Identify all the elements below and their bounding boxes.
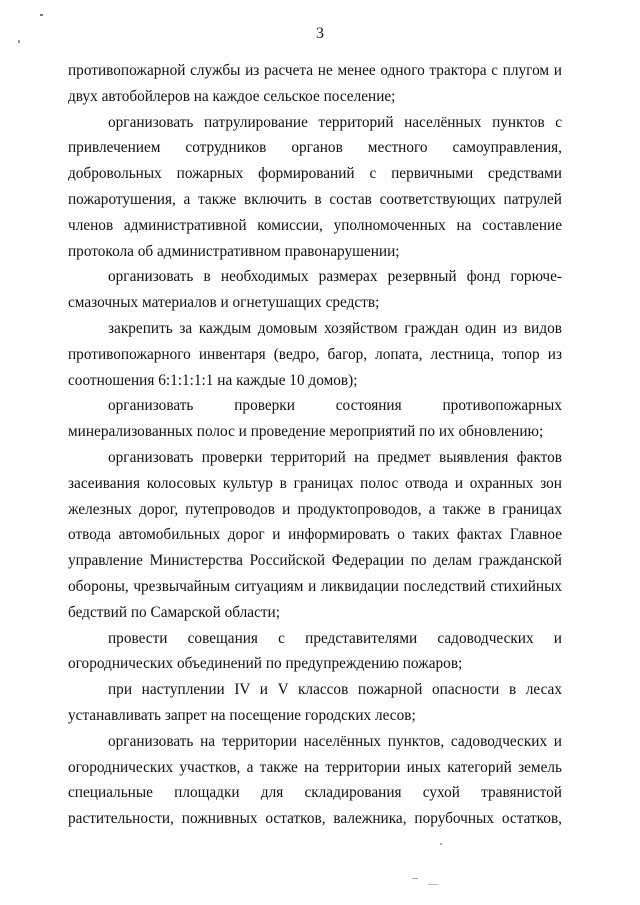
- paragraph-7: [68, 626, 562, 678]
- text-line: организовать проверки состояния противопожарных: [108, 397, 562, 415]
- text-line: двух автобойлеров на каждое сельское поселение;: [68, 87, 396, 105]
- paragraph-2: [68, 110, 562, 265]
- text-line: засеивания колосовых культур в границах полос отвода и охранных зон: [68, 474, 562, 492]
- paragraph-5: [68, 393, 562, 445]
- text-line: смазочных материалов и огнетушащих средств;: [68, 294, 380, 312]
- text-line: организовать на территории населённых пунктов, садоводческих и: [108, 732, 562, 750]
- scan-speck: [18, 40, 20, 43]
- text-line: управление Министерства Российской Федерации по делам гражданской: [68, 552, 562, 570]
- text-line: организовать патрулирование территорий населённых пунктов с: [108, 113, 562, 131]
- document-body: [68, 58, 562, 832]
- text-line: железных дорог, путепроводов и продуктопроводов, а также в границах: [68, 500, 562, 518]
- scan-speck: [428, 884, 438, 885]
- text-line: огороднических участков, а также на территории иных категорий земель: [68, 758, 562, 776]
- text-line: при наступлении IV и V классов пожарной опасности в лесах: [108, 681, 562, 699]
- scan-speck: [440, 843, 442, 845]
- text-line: специальные площадки для складирования сухой травянистой: [68, 784, 562, 802]
- text-line: растительности, пожнивных остатков, валежника, порубочных остатков,: [68, 810, 562, 828]
- paragraph-8: [68, 677, 562, 729]
- text-line: противопожарной службы из расчета не менее одного трактора с плугом и: [68, 62, 562, 79]
- scan-speck: [40, 14, 43, 16]
- text-line: провести совещания с представителями садоводческих и: [108, 629, 562, 647]
- text-line: огороднических объединений по предупреждению пожаров;: [68, 655, 463, 673]
- paragraph-6: [68, 445, 562, 626]
- page-number: 3: [316, 25, 324, 42]
- text-line: отвода автомобильных дорог и информировать о таких фактах Главное: [68, 526, 562, 544]
- text-line: противопожарного инвентаря (ведро, багор, лопата, лестница, топор из: [68, 345, 562, 363]
- scan-speck: [412, 878, 418, 879]
- text-line: закрепить за каждым домовым хозяйством граждан один из видов: [108, 319, 562, 337]
- text-line: добровольных пожарных формирований с первичными средствами: [68, 165, 562, 183]
- paragraph-9: [68, 729, 562, 832]
- text-line: минерализованных полос и проведение мероприятий по их обновлению;: [68, 423, 544, 441]
- paragraph-4: [68, 316, 562, 393]
- text-line: привлечением сотрудников органов местного самоуправления,: [68, 139, 562, 157]
- text-line: организовать проверки территорий на предмет выявления фактов: [108, 448, 562, 466]
- text-line: организовать в необходимых размерах резервный фонд горюче-: [108, 268, 562, 286]
- text-line: бедствий по Самарской области;: [68, 603, 280, 621]
- paragraph-3: [68, 264, 562, 316]
- text-line: обороны, чрезвычайным ситуациям и ликвидации последствий стихийных: [68, 577, 562, 595]
- text-line: протокола об административном правонарушении;: [68, 242, 400, 260]
- text-line: членов административной комиссии, уполномоченных на составление: [68, 216, 562, 234]
- text-line: пожаротушения, а также включить в состав соответствующих патрулей: [68, 190, 562, 208]
- text-line: устанавливать запрет на посещение городских лесов;: [68, 706, 416, 724]
- text-line: соотношения 6:1:1:1:1 на каждые 10 домов);: [68, 371, 358, 389]
- paragraph-1: [68, 58, 562, 110]
